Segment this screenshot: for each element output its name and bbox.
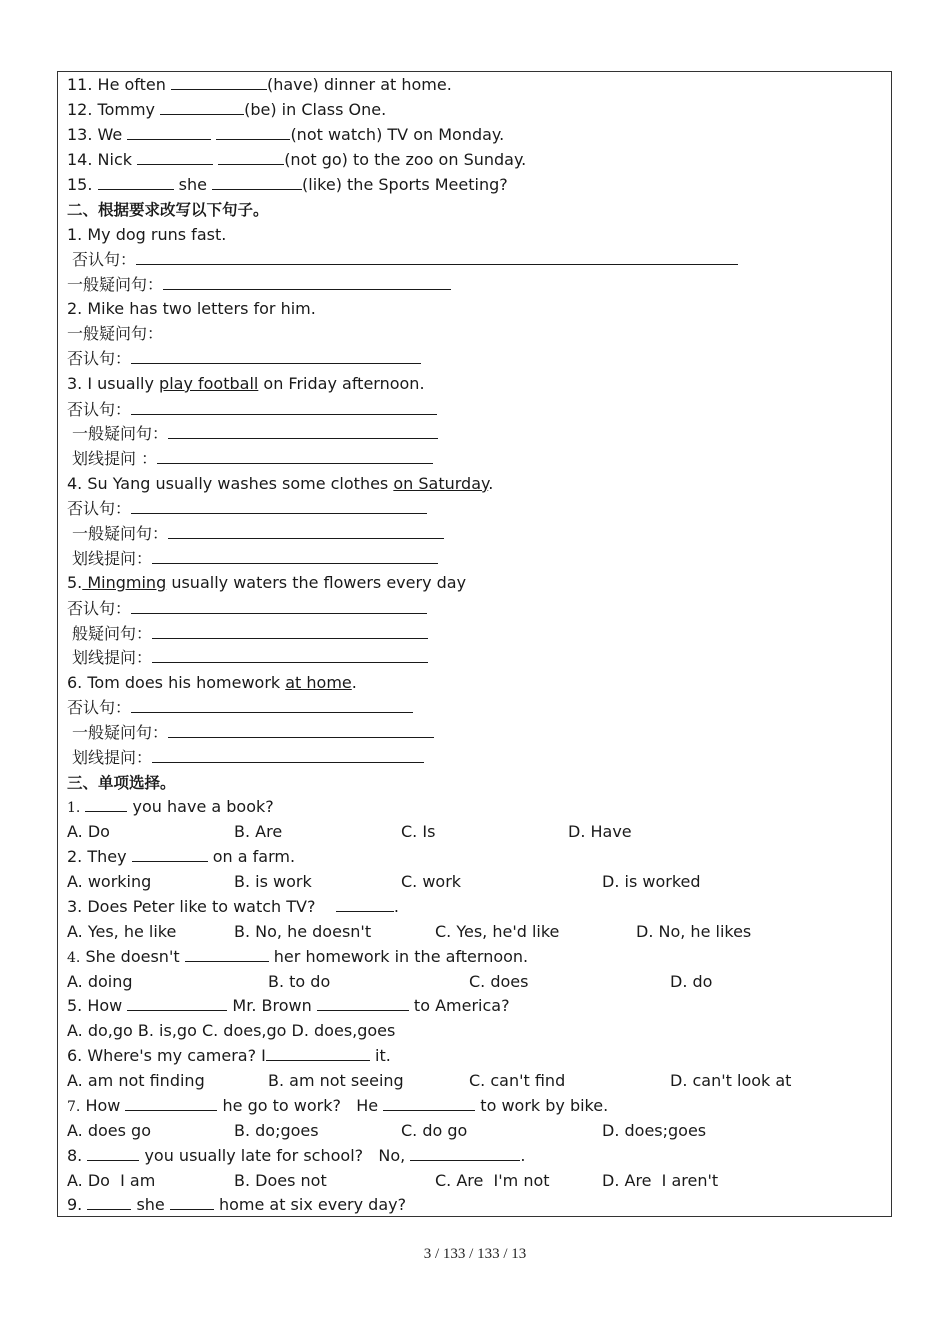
answer-blank[interactable] <box>171 74 267 90</box>
worksheet-frame <box>57 71 892 1217</box>
s3-sentence <box>67 373 425 395</box>
c2-option-c[interactable]: C. work <box>401 872 462 891</box>
answer-blank[interactable] <box>87 1145 139 1161</box>
c8-option-a[interactable]: A. Do I am <box>67 1171 156 1190</box>
c4-tail: her homework in the afternoon. <box>268 947 529 966</box>
c8-text: 8. <box>67 1146 88 1165</box>
c7-option-b[interactable]: B. do;goes <box>234 1121 319 1140</box>
q15-text: 15. <box>67 175 98 194</box>
answer-blank[interactable] <box>170 1194 214 1210</box>
c1-option-d[interactable]: D. Have <box>568 822 632 841</box>
c4-number: 4. <box>67 950 81 966</box>
s5-text: 5. <box>67 573 83 592</box>
c6-text: 6. Where's my camera? I <box>67 1046 266 1065</box>
c9-tail: home at six every day? <box>213 1195 407 1214</box>
s4-neg-line <box>67 498 427 520</box>
s4-q-line <box>72 523 444 545</box>
c1-option-a[interactable]: A. Do <box>67 822 110 841</box>
c3-tail: . <box>393 897 399 916</box>
c7-text: How <box>80 1096 126 1115</box>
page-footer: 3 / 133 / 133 / 13 <box>423 1246 527 1262</box>
question-label: 一般疑问句： <box>72 424 169 443</box>
q14-line <box>67 149 526 171</box>
s5-sentence <box>67 572 466 594</box>
s5-wh-line <box>72 647 428 669</box>
s1-neg-line <box>72 249 738 271</box>
answer-blank[interactable] <box>212 174 302 190</box>
neg-label: 否认句： <box>67 349 132 368</box>
answer-blank[interactable] <box>132 846 208 862</box>
q15-mid: she <box>173 175 213 194</box>
q11-text: 11. He often <box>67 75 171 94</box>
c8-option-d[interactable]: D. Are I aren't <box>602 1171 719 1190</box>
c8-option-b[interactable]: B. Does not <box>234 1171 327 1190</box>
q14-text: 14. Nick <box>67 150 138 169</box>
s6-neg-line <box>67 697 413 719</box>
s3-tail: on Friday afternoon. <box>258 374 425 393</box>
answer-blank[interactable] <box>98 174 174 190</box>
c5-question <box>67 995 510 1017</box>
q15-line <box>67 174 508 196</box>
s4-text: 4. Su Yang usually washes some clothes <box>67 474 394 493</box>
question-label: 一般疑问句： <box>72 723 169 742</box>
s5-neg-line <box>67 598 427 620</box>
answer-blank[interactable] <box>127 995 227 1011</box>
answer-blank[interactable] <box>266 1045 370 1061</box>
c1-tail: you have a book? <box>127 797 274 816</box>
answer-blank[interactable] <box>160 99 244 115</box>
c8-tail: . <box>520 1146 526 1165</box>
question-label: 一般疑问句： <box>67 275 164 294</box>
underlined-phrase: on Saturday <box>393 474 489 493</box>
s3-wh-line <box>72 448 433 470</box>
answer-blank[interactable] <box>168 722 434 738</box>
neg-label: 否认句： <box>67 599 132 618</box>
answer-blank[interactable] <box>218 149 284 165</box>
answer-blank[interactable] <box>152 548 438 564</box>
s1-sentence: 1. My dog runs fast. <box>67 225 227 244</box>
c5-mid: Mr. Brown <box>227 996 317 1015</box>
s6-q-line <box>72 722 434 744</box>
q11-tail: (have) dinner at home. <box>266 75 452 94</box>
answer-blank[interactable] <box>152 647 428 663</box>
answer-blank[interactable] <box>410 1145 520 1161</box>
s4-wh-line <box>72 548 438 570</box>
c2-text: 2. They <box>67 847 132 866</box>
c2-option-b[interactable]: B. is work <box>234 872 312 891</box>
q15-tail: (like) the Sports Meeting? <box>302 175 508 194</box>
underlined-phrase: Mingming <box>82 573 167 592</box>
c1-number: 1. <box>67 800 81 816</box>
c3-question <box>67 896 399 918</box>
c9-question <box>67 1194 406 1216</box>
wh-label: 划线提问 ： <box>72 449 158 468</box>
c6-tail: it. <box>369 1046 391 1065</box>
question-label: 一般疑问句： <box>67 324 164 343</box>
neg-label: 否认句： <box>67 400 132 419</box>
answer-blank[interactable] <box>131 348 421 364</box>
s3-neg-line <box>67 399 437 421</box>
c1-question <box>67 796 274 819</box>
c7-option-c[interactable]: C. do go <box>401 1121 468 1140</box>
c9-text: 9. <box>67 1195 88 1214</box>
c8-option-c[interactable]: C. Are I'm not <box>435 1171 550 1190</box>
neg-label: 否认句： <box>72 250 137 269</box>
answer-blank[interactable] <box>125 1095 217 1111</box>
c7-question <box>67 1095 608 1118</box>
wh-label: 划线提问： <box>72 748 153 767</box>
c7-option-d[interactable]: D. does;goes <box>602 1121 707 1140</box>
answer-blank[interactable] <box>131 498 427 514</box>
c4-text: She doesn't <box>80 947 185 966</box>
answer-blank[interactable] <box>131 399 437 415</box>
c7-number: 7. <box>67 1099 81 1115</box>
c3-option-a[interactable]: A. Yes, he like <box>67 922 177 941</box>
c5-text: 5. How <box>67 996 128 1015</box>
c6-option-a[interactable]: A. am not finding <box>67 1071 205 1090</box>
q12-text: 12. Tommy <box>67 100 161 119</box>
s2-q-line <box>67 323 163 345</box>
s3-q-line <box>72 423 438 445</box>
c6-option-c[interactable]: C. can't find <box>469 1071 566 1090</box>
c6-option-d[interactable]: D. can't look at <box>670 1071 792 1090</box>
wh-label: 划线提问： <box>72 549 153 568</box>
s4-sentence <box>67 473 493 495</box>
answer-blank[interactable] <box>87 1194 131 1210</box>
answer-blank[interactable] <box>168 423 438 439</box>
c7-tail: to work by bike. <box>475 1096 609 1115</box>
s4-tail: . <box>488 474 494 493</box>
answer-blank[interactable] <box>216 124 290 140</box>
answer-blank[interactable] <box>185 946 269 962</box>
answer-blank[interactable] <box>152 747 424 763</box>
question-label: 般疑问句： <box>72 624 153 643</box>
c9-mid: she <box>131 1195 170 1214</box>
c6-option-b[interactable]: B. am not seeing <box>268 1071 404 1090</box>
neg-label: 否认句： <box>67 698 132 717</box>
wh-label: 划线提问： <box>72 648 153 667</box>
s1-q-line <box>67 274 451 296</box>
c2-tail: on a farm. <box>207 847 296 866</box>
answer-blank[interactable] <box>163 274 451 290</box>
s2-neg-line <box>67 348 421 370</box>
c2-option-a[interactable]: A. working <box>67 872 152 891</box>
c2-option-d[interactable]: D. is worked <box>602 872 701 891</box>
c3-option-b[interactable]: B. No, he doesn't <box>234 922 372 941</box>
c4-option-a[interactable]: A. doing <box>67 972 133 991</box>
c3-option-d[interactable]: D. No, he likes <box>636 922 752 941</box>
c5-options[interactable]: A. do,go B. is,go C. does,go D. does,goes <box>67 1021 396 1040</box>
q14-tail: (not go) to the zoo on Sunday. <box>284 150 527 169</box>
c3-option-c[interactable]: C. Yes, he'd like <box>435 922 560 941</box>
answer-blank[interactable] <box>85 796 127 812</box>
answer-blank[interactable] <box>136 249 738 265</box>
c3-text: 3. Does Peter like to watch TV? <box>67 897 336 916</box>
part3-heading: 三、单项选择。 <box>67 774 176 792</box>
c5-tail: to America? <box>408 996 510 1015</box>
underlined-phrase: play football <box>159 374 259 393</box>
c1-option-c[interactable]: C. Is <box>401 822 436 841</box>
c4-question <box>67 946 528 969</box>
c7-option-a[interactable]: A. does go <box>67 1121 151 1140</box>
s2-sentence: 2. Mike has two letters for him. <box>67 299 316 318</box>
s6-tail: . <box>351 673 357 692</box>
c8-mid: you usually late for school? No, <box>139 1146 411 1165</box>
answer-blank[interactable] <box>131 598 427 614</box>
answer-blank[interactable] <box>152 623 428 639</box>
c4-option-b[interactable]: B. to do <box>268 972 331 991</box>
underlined-phrase: at home <box>285 673 352 692</box>
question-label: 一般疑问句： <box>72 524 169 543</box>
s6-text: 6. Tom does his homework <box>67 673 286 692</box>
s5-tail: usually waters the flowers every day <box>166 573 467 592</box>
part2-heading: 二、根据要求改写以下句子。 <box>67 201 269 219</box>
q11-line <box>67 74 452 96</box>
answer-blank[interactable] <box>127 124 211 140</box>
q13-text: 13. We <box>67 125 128 144</box>
answer-blank[interactable] <box>336 896 394 912</box>
c1-option-b[interactable]: B. Are <box>234 822 283 841</box>
answer-blank[interactable] <box>157 448 433 464</box>
c2-question <box>67 846 295 868</box>
s6-wh-line <box>72 747 424 769</box>
answer-blank[interactable] <box>137 149 213 165</box>
answer-blank[interactable] <box>317 995 409 1011</box>
c8-question <box>67 1145 525 1167</box>
q13-line <box>67 124 504 146</box>
neg-label: 否认句： <box>67 499 132 518</box>
c6-question <box>67 1045 391 1067</box>
c4-option-d[interactable]: D. do <box>670 972 713 991</box>
s3-text: 3. I usually <box>67 374 160 393</box>
s6-sentence <box>67 672 357 694</box>
q12-line <box>67 99 386 121</box>
s5-q-line <box>72 623 428 645</box>
q13-tail: (not watch) TV on Monday. <box>290 125 505 144</box>
q12-tail: (be) in Class One. <box>244 100 387 119</box>
answer-blank[interactable] <box>168 523 444 539</box>
answer-blank[interactable] <box>383 1095 475 1111</box>
c4-option-c[interactable]: C. does <box>469 972 529 991</box>
answer-blank[interactable] <box>131 697 413 713</box>
c7-mid: he go to work? He <box>217 1096 384 1115</box>
